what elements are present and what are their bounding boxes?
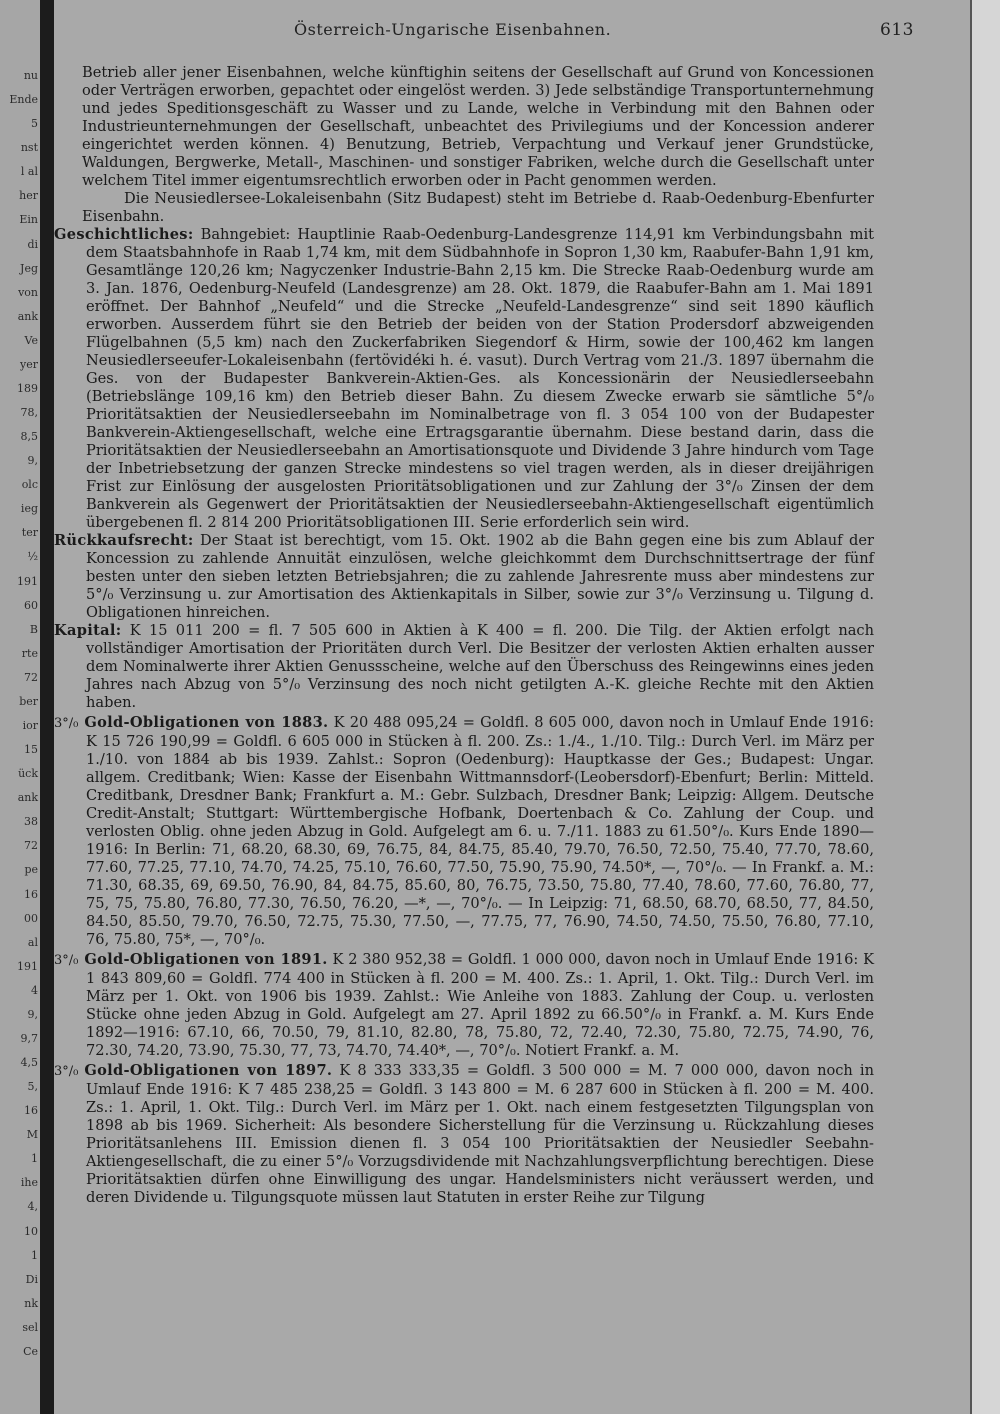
previous-page-fragment: 5 <box>31 117 38 131</box>
previous-page-fragment: 4,5 <box>20 1056 38 1070</box>
previous-page-fragment: 72 <box>24 670 38 684</box>
section-label: Gold-Obligationen von 1891. <box>84 951 328 968</box>
previous-page-fragment: ück <box>18 767 38 781</box>
paragraph-text: K 20 488 095,24 = Goldfl. 8 605 000, davon noch in Umlauf Ende 1916: K 15 726 190,99 = Goldfl. 6 605 000 in Stücken à fl. 200. Zs.: 1./4., 1./10. Tilg.: Durch Verl. im März per 1./10. von 1884 ab bis 1939. Zahlst.: Sopron (Oedenburg): Hauptkasse der Ges.; Budapest: Ungar. allgem. Creditbank; Wien: Kasse der Eisenbahn Wittmannsdorf-(Leobersdorf)-Ebenfurt; Berlin: Mitteld. Creditbank, Dresdner Bank; Frankfurt a. M.: Gebr. Sulzbach, Dresdner Bank; Leipzig: Allgem. Deutsche Credit-Anstalt; Stuttgart: Württembergische Hofbank, Doertenbach & Co. Zahlung der Coup. und verlosten Oblig. ohne jeden Abzug in Gold. Aufgelegt am 6. u. 7./11. 1883 zu 61.50°/₀. Kurs Ende 1890—1916: In Berlin: 71, 68.20, 68.30, 69, 76.75, 84, 84.75, 85.40, 79.70, 76.50, 72.50, 75.40, 77.70, 78.60, 77.60, 77.25, 77.10, 74.70, 74.25, 75.10, 76.60, 77.50, 75.90, 75.90, 74.50*, —, 70°/₀. — In Frankf. a. M.: 71.30, 68.35, 69, 69.50, 76.90, 84, 84.75, 85.60, 80, 76.75, 73.50, 75.80, 77.40, 78.60, 77.60, 76.80, 77, 75, 75, 75.80, 76.80, 77.30, 76.50, 76.20, —*, —, 70°/₀. — In Leipzig: 71, 68.50, 68.70, 68.50, 77, 84.50, 84.50, 85.50, 79.70, 76.50, 72.75, 75.30, 77.50, —, 77.75, 77, 76.90, 74.50, 74.50, 75.50, 76.80, 77.10, 76, 75.80, 75*, —, 70°/₀. <box>86 714 874 948</box>
paragraph-text: Die Neusiedlersee-Lokaleisenbahn (Sitz Budapest) steht im Betriebe d. Raab-Oedenburg-Ebenfurter Eisenbahn. <box>82 190 874 225</box>
previous-page-fragment: rte <box>21 646 38 660</box>
previous-page-fragment: 9, <box>27 1007 38 1021</box>
previous-page-fragment: ihe <box>20 1176 38 1190</box>
previous-page-fragment: nk <box>24 1296 38 1310</box>
paragraph-neusiedlersee <box>54 190 874 226</box>
previous-page-fragment: ter <box>21 526 38 540</box>
previous-page-fragment: ieg <box>20 502 38 516</box>
previous-page-fragment: 9,7 <box>20 1031 38 1045</box>
paragraph-gold-obligationen-1897 <box>54 1062 874 1207</box>
previous-page-fragment: M <box>26 1128 38 1142</box>
previous-page-fragment: 78, <box>20 406 38 420</box>
previous-page-fragment: olc <box>21 478 38 492</box>
previous-page-fragment: 72 <box>24 839 38 853</box>
previous-page-fragment: Ce <box>23 1344 38 1358</box>
previous-page-fragment: Ve <box>24 333 38 347</box>
paragraph-text: Betrieb aller jener Eisenbahnen, welche künftighin seitens der Gesellschaft auf Grund von Koncessionen oder Verträgen erworben, gepachtet oder eingelöst werden. 3) Jede selbständige Transportunternehmung und jedes Speditionsgeschäft zu Wasser und zu Lande, welche in Verbindung mit den Bahnen oder Industrieunternehmungen der Gesellschaft, unbeachtet des Privilegiums und der Koncession anderer eingerichtet werden können. 4) Benutzung, Betrieb, Verpachtung und Verkauf jener Grundstücke, Waldungen, Bergwerke, Metall-, Maschinen- und sonstiger Fabriken, welche durch die Gesellschaft unter welchem Titel immer eigentumsrechtlich erworben oder in Pacht genommen werden. <box>82 64 874 189</box>
previous-page-fragment: Ende <box>9 93 38 107</box>
previous-page-fragment: 8,5 <box>20 430 38 444</box>
previous-page-fragment: 16 <box>24 1104 38 1118</box>
paragraph-text: K 15 011 200 = fl. 7 505 600 in Aktien à K 400 = fl. 200. Die Tilg. der Aktien erfolgt nach vollständiger Amortisation der Prioritäten durch Verl. Die Besitzer der verlosten Aktien erhalten ausser dem Nominalwerte ihrer Aktien Genussscheine, welche auf den Überschuss des Reingewinns eines jeden Jahres nach Abzug von 5°/₀ Verzinsung des noch nicht getilgten A.-K. gleiche Rechte mit den Aktien haben. <box>86 622 875 711</box>
previous-page-fragment: 9, <box>27 454 38 468</box>
previous-page-fragment: ank <box>17 791 38 805</box>
previous-page-edge <box>0 0 40 1414</box>
section-label: Kapital: <box>54 622 122 639</box>
section-label: Geschichtliches: <box>54 226 194 243</box>
previous-page-fragment: B <box>29 622 38 636</box>
previous-page-fragment: 00 <box>24 911 38 925</box>
body-text <box>54 64 874 1207</box>
previous-page-fragment: 189 <box>17 381 38 395</box>
previous-page-fragment: Di <box>25 1272 38 1286</box>
page <box>54 0 972 1414</box>
previous-page-fragment: nst <box>20 141 38 155</box>
previous-page-fragment: 4, <box>27 1200 38 1214</box>
previous-page-fragment: 5, <box>27 1080 38 1094</box>
previous-page-fragment: al <box>27 935 38 949</box>
header-title: Österreich-Ungarische Eisenbahnen. <box>294 20 612 39</box>
paragraph-intro-continuation <box>54 64 874 190</box>
previous-page-fragment: sel <box>22 1320 38 1334</box>
previous-page-fragment: ½ <box>27 550 38 564</box>
previous-page-fragment: 60 <box>24 598 38 612</box>
section-label: Gold-Obligationen von 1883. <box>84 714 329 731</box>
paragraph-text: Bahngebiet: Hauptlinie Raab-Oedenburg-Landesgrenze 114,91 km Verbindungsbahn mit dem Staatsbahnhofe in Raab 1,74 km, mit dem Südbahnhofe in Sopron 1,30 km, Raabufer-Bahn 1,91 km, Gesamtlänge 120,26 km; Nagyczenker Industrie-Bahn 2,15 km. Die Strecke Raab-Oedenburg wurde am 3. Jan. 1876, Oedenburg-Neufeld (Landesgrenze) am 28. Okt. 1879, die Raabufer-Bahn am 1. Mai 1891 eröffnet. Der Bahnhof „Neufeld“ und die Strecke „Neufeld-Landesgrenze“ sind seit 1890 käuflich erworben. Ausserdem führt sie den Betrieb der beiden von der Station Prodersdorf abzweigenden Flügelbahnen (5,5 km) nach den Zuckerfabriken Siegendorf & Hirm, sowie der 100,462 km langen Neusiedlerseeufer-Lokaleisenbahn (fertövidéki h. é. vasut). Durch Vertrag vom 21./3. 1897 übernahm die Ges. von der Budapester Bankverein-Aktien-Ges. als Koncessionärin der Neusiedlerseebahn (Betriebslänge 109,16 km) den Betrieb dieser Bahn. Zu diesem Zwecke erwarb sie sämtliche 5°/₀ Prioritätsaktien der Neusiedlerseebahn im Nominalbetrage von fl. 3 054 100 von der Budapester Bankverein-Aktiengesellschaft, welche eine Ertragsgarantie übernahm. Diese bestand darin, dass die Prioritätsaktien der Neusiedlerseebahn an Amortisationsquote und Dividende 3 Jahre hindurch vom Tage der Inbetriebsetzung der ganzen Strecke mindestens so viel tragen werden, als in dieser dreijährigen Frist zur Einlösung der ausgelosten Prioritätsobligationen und zur Zahlung der 3°/₀ Zinsen der dem Bankverein als Gegenwert der Prioritätsaktien der Neusiedlerseebahn-Aktiengesellschaft eigentümlich übergebenen fl. 2 814 200 Prioritätsobligationen III. Serie erforderlich sein wird. <box>86 226 874 531</box>
previous-page-fragment: 191 <box>17 959 38 973</box>
interest-rate: 3°/₀ <box>54 953 79 968</box>
previous-page-fragment: di <box>27 237 38 251</box>
previous-page-fragment: her <box>19 189 38 203</box>
section-label: Gold-Obligationen von 1897. <box>84 1062 333 1079</box>
previous-page-fragment: l al <box>20 165 38 179</box>
previous-page-fragment: yer <box>20 357 38 371</box>
page-number: 613 <box>880 20 914 40</box>
paragraph-gold-obligationen-1891 <box>54 951 874 1060</box>
next-page-edge <box>970 0 1000 1414</box>
previous-page-fragment: nu <box>23 69 38 82</box>
previous-page-fragment: von <box>18 285 38 299</box>
previous-page-fragment: 15 <box>24 743 38 757</box>
previous-page-fragment: 16 <box>24 887 38 901</box>
interest-rate: 3°/₀ <box>54 1064 79 1079</box>
previous-page-fragment: 4 <box>31 983 38 997</box>
previous-page-fragment: 191 <box>17 574 38 588</box>
paragraph-gold-obligationen-1883 <box>54 714 874 949</box>
previous-page-fragment: 10 <box>24 1224 38 1238</box>
paragraph-kapital <box>54 622 874 712</box>
page-gutter <box>40 0 54 1414</box>
previous-page-fragment: Ein <box>19 213 38 227</box>
previous-page-fragment: ior <box>22 719 38 732</box>
paragraph-text: Der Staat ist berechtigt, vom 15. Okt. 1902 ab die Bahn gegen eine bis zum Ablauf der Koncession zu zahlende Annuität einzulösen, welche gleichkommt dem Durchschnittsertrage der fünf besten unter den sieben letzten Betriebsjahren; die zu zahlende Jahresrente muss aber mindestens zur 5°/₀ Verzinsung u. zur Amortisation des Aktienkapitals in Silber, sowie zur 3°/₀ Verzinsung u. Tilgung d. Obligationen hinreichen. <box>86 532 875 621</box>
previous-page-fragment: 1 <box>31 1248 38 1262</box>
previous-page-fragment: pe <box>24 863 38 877</box>
previous-page-fragment: ank <box>17 309 38 323</box>
previous-page-fragment: 38 <box>24 815 38 829</box>
section-label: Rückkaufsrecht: <box>54 532 194 549</box>
previous-page-fragment: Jeg <box>20 261 38 275</box>
paragraph-text: K 8 333 333,35 = Goldfl. 3 500 000 = M. 7 000 000, davon noch in Umlauf Ende 1916: K 7 485 238,25 = Goldfl. 3 143 800 = M. 6 287 600 in Stücken à fl. 200 = M. 400. Zs.: 1. April, 1. Okt. Tilg.: Durch Verl. im März per 1. Okt. nach einem festgesetzten Tilgungsplan von 1898 ab bis 1969. Sicherheit: Als besondere Sicherstellung für die Verzinsung u. Rückzahlung dieses Prioritätsanlehens III. Emission dienen fl. 3 054 100 Prioritätsaktien der Neusiedler Seebahn-Aktiengesellschaft, die zu einer 5°/₀ Vorzugsdividende mit Nachzahlungsverpflichtung berechtigen. Diese Prioritätsaktien dürfen ohne Einwilligung des ungar. Handelsministers nicht veräussert werden, und deren Dividende u. Tilgungsquote müssen laut Statuten in erster Reihe zur Tilgung <box>86 1062 874 1206</box>
previous-page-fragment: 1 <box>31 1152 38 1166</box>
interest-rate: 3°/₀ <box>54 716 79 731</box>
running-header <box>54 20 914 44</box>
paragraph-rueckkaufsrecht <box>54 532 874 622</box>
previous-page-fragment: ber <box>19 694 38 708</box>
paragraph-text: K 2 380 952,38 = Goldfl. 1 000 000, davon noch in Umlauf Ende 1916: K 1 843 809,60 = Goldfl. 774 400 in Stücken à fl. 200 = M. 400. Zs.: 1. April, 1. Okt. Tilg.: Durch Verl. im März per 1. Okt. von 1906 bis 1939. Zahlst.: Wie Anleihe von 1883. Zahlung der Coup. u. verlosten Stücke ohne jeden Abzug in Gold. Aufgelegt am 27. April 1892 zu 66.50°/₀ in Frankf. a. M. Kurs Ende 1892—1916: 67.10, 66, 70.50, 79, 81.10, 82.80, 78, 75.80, 72, 72.40, 72.30, 75.80, 72.75, 74.90, 76, 72.30, 74.20, 73.90, 75.30, 77, 73, 74.70, 74.40*, —, 70°/₀. Notiert Frankf. a. M. <box>86 951 874 1059</box>
paragraph-geschichtliches <box>54 226 874 532</box>
